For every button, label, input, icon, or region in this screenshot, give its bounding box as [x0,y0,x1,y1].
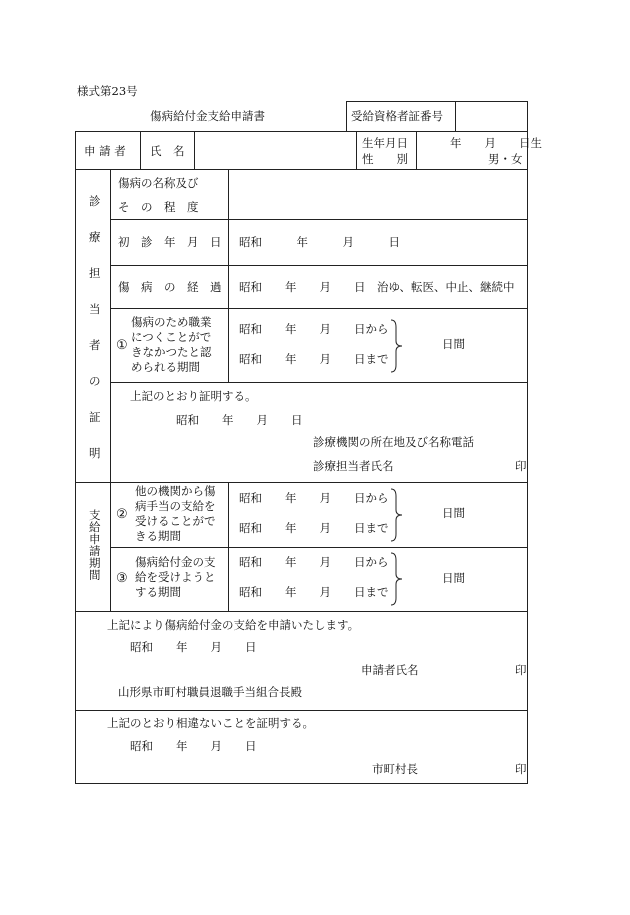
clinic-address-label: 診療機関の所在地及び名称電話 [313,435,474,449]
cert-box-mid [455,101,456,131]
item1-label-line3: きなかつたと認 [131,345,212,359]
cert-box-left [346,101,347,131]
table-right [527,131,528,784]
divider [110,169,111,612]
divider [110,265,528,266]
item2-number: ② [116,507,128,522]
table-top [75,131,528,132]
item1-label-line4: められる期間 [131,360,200,374]
divider [75,482,528,483]
item2-label-line4: きる期間 [135,529,181,543]
item2-label-line3: 受けることがで [135,514,216,528]
cert-box-right [527,101,528,131]
divider [228,169,229,382]
item3-brace-icon [389,552,405,606]
item2-brace-icon [389,488,405,542]
cert-number-label: 受給資格者証番号 [351,109,443,123]
table-bottom [75,783,528,784]
disease-label-2: そ の 程 度 [118,200,199,214]
doctor-seal: 印 [515,459,527,473]
divider [110,308,528,309]
birth-label-1: 生年月日 [362,136,408,150]
mayor-seal: 印 [515,762,527,776]
item1-label-line1: 傷病のため職業 [131,315,212,329]
divider [75,169,528,170]
divider [194,131,195,169]
clinic-certify-date[interactable]: 昭和 年 月 日 [176,413,303,427]
item3-label-line2: 給を受けようと [135,570,216,584]
first-visit-label: 初 診 年 月 日 [118,235,222,249]
item3-label-line1: 傷病給付金の支 [135,555,216,569]
period-vertical-label: 支 給 申 請 期 間 [89,508,101,582]
item2-label-line2: 病手当の支給を [135,499,216,513]
disease-label-1: 傷病の名称及び [118,176,199,190]
item1-number: ① [116,338,128,353]
divider [110,219,528,220]
application-date[interactable]: 昭和 年 月 日 [130,640,257,654]
divider [110,382,528,383]
item1-brace-icon [389,319,405,373]
mayor-cert-date[interactable]: 昭和 年 月 日 [130,739,257,753]
doctor-name-label: 診療担当者氏名 [313,459,394,473]
progress-field[interactable]: 昭和 年 月 日 治ゆ、転医、中止、継続中 [239,280,515,294]
addressee: 山形県市町村職員退職手当組合長殿 [118,685,302,699]
clinic-certify-text: 上記のとおり証明する。 [130,389,257,403]
item3-days: 日間 [442,571,465,585]
applicant-name-label: 申請者氏名 [361,663,419,677]
divider [356,131,357,169]
divider [416,131,417,169]
table-left [75,131,76,784]
item2-to-field[interactable]: 昭和 年 月 日まで [239,521,389,535]
applicant-label: 申 請 者 [84,144,126,158]
item2-label-line1: 他の機関から傷 [135,484,216,498]
item1-from-field[interactable]: 昭和 年 月 日から [239,322,389,336]
item3-to-field[interactable]: 昭和 年 月 日まで [239,585,389,599]
item1-to-field[interactable]: 昭和 年 月 日まで [239,352,389,366]
name-field[interactable] [196,133,354,167]
form-title: 傷病給付金支給申請書 [150,109,265,123]
clinic-vertical-label: 診 療 担 当 者 の 証 明 [89,194,101,460]
divider [140,131,141,169]
applicant-seal: 印 [515,663,527,677]
mayor-cert-text: 上記のとおり相違ないことを証明する。 [107,716,314,730]
name-label: 氏 名 [150,144,185,158]
cert-box-top [346,101,527,102]
mayor-label: 市町村長 [372,762,418,776]
divider [75,611,528,612]
item3-number: ③ [116,571,128,586]
item1-days: 日間 [442,337,465,351]
application-text: 上記により傷病給付金の支給を申請いたします。 [107,618,360,632]
item3-label-line3: する期間 [135,585,181,599]
divider [110,547,528,548]
gender-field[interactable]: 男・女 [488,152,523,166]
form-number: 様式第23号 [77,84,138,98]
item2-from-field[interactable]: 昭和 年 月 日から [239,491,389,505]
cert-number-field[interactable] [457,103,525,129]
item2-days: 日間 [442,506,465,520]
first-visit-field[interactable]: 昭和 年 月 日 [239,235,400,249]
item3-from-field[interactable]: 昭和 年 月 日から [239,555,389,569]
disease-field[interactable] [230,171,525,218]
item1-label-line2: につくことがで [131,330,212,344]
divider [75,710,528,711]
progress-label: 傷 病 の 経 過 [118,280,222,294]
birth-date-field[interactable]: 年 月 日生 [450,136,542,150]
birth-label-2: 性 別 [362,152,408,166]
